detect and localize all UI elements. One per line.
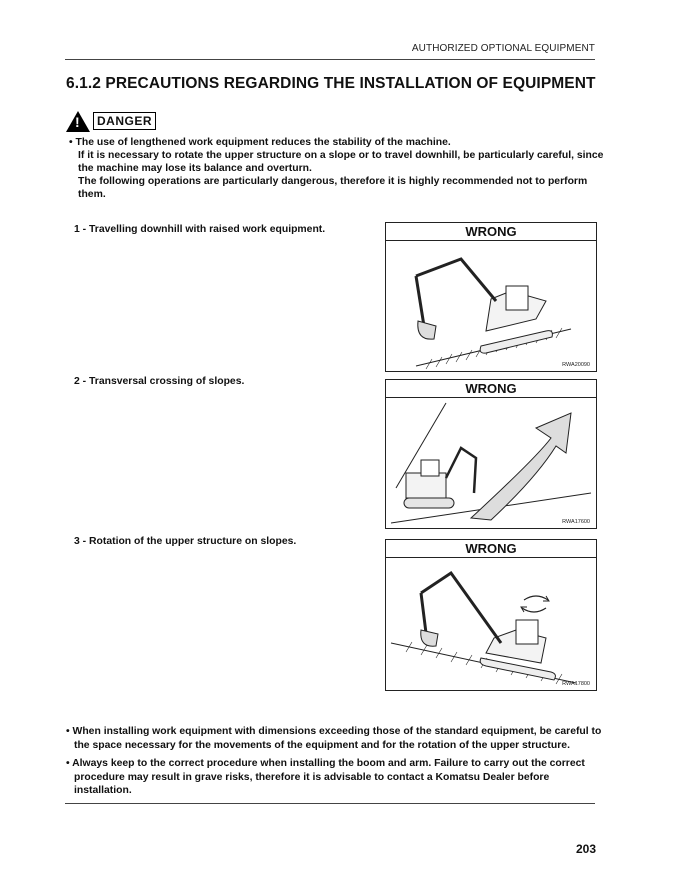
figure-3: [385, 539, 597, 691]
figure-code: RWA20090: [562, 362, 590, 368]
header-rule: [65, 59, 595, 60]
figure-2: [385, 379, 597, 529]
page-number: 203: [575, 842, 596, 856]
danger-text: [69, 136, 604, 201]
danger-line: If it is necessary to rotate the upper structure on a slope or to travel downhill, be particularly careful, since the machine may lose its balance and overturn.: [78, 150, 604, 174]
danger-label: DANGER: [93, 112, 156, 130]
figure-code: RWA17600: [562, 519, 590, 525]
footer-rule: [65, 803, 595, 804]
danger-line: • The use of lengthened work equipment reduces the stability of the machine.: [69, 137, 451, 148]
running-header: AUTHORIZED OPTIONAL EQUIPMENT: [411, 43, 595, 54]
danger-line: The following operations are particularly dangerous, therefore it is highly recommended not to perform them.: [78, 176, 588, 200]
figure-code: RWA17800: [562, 681, 590, 687]
section-title: 6.1.2 PRECAUTIONS REGARDING THE INSTALLATION OF EQUIPMENT: [66, 75, 596, 92]
danger-block: [66, 110, 156, 132]
figure-label: WRONG: [386, 380, 596, 398]
figure-label: WRONG: [386, 540, 596, 558]
figure-1: [385, 222, 597, 372]
note-item: • When installing work equipment with dimensions exceeding those of the standard equipment, be careful to the space necessary for the movements of the equipment and for the rotation of the upper structure.: [66, 726, 602, 751]
item-1-text: 1 - Travelling downhill with raised work equipment.: [74, 224, 326, 235]
notes: [66, 725, 606, 803]
excavator-rotation-on-slope-illustration: [386, 558, 596, 690]
excavator-slope-crossing-illustration: [386, 398, 596, 528]
warning-triangle-icon: !: [66, 111, 90, 132]
note-item: • Always keep to the correct procedure when installing the boom and arm. Failure to carry out the correct procedure may result in grave risks, therefore it is advisable to contact a Komatsu Dealer before installation.: [66, 758, 585, 796]
figure-label: WRONG: [386, 223, 596, 241]
item-2-text: 2 - Transversal crossing of slopes.: [74, 376, 245, 387]
item-3-text: 3 - Rotation of the upper structure on slopes.: [74, 536, 297, 547]
excavator-downhill-illustration: [386, 241, 596, 371]
